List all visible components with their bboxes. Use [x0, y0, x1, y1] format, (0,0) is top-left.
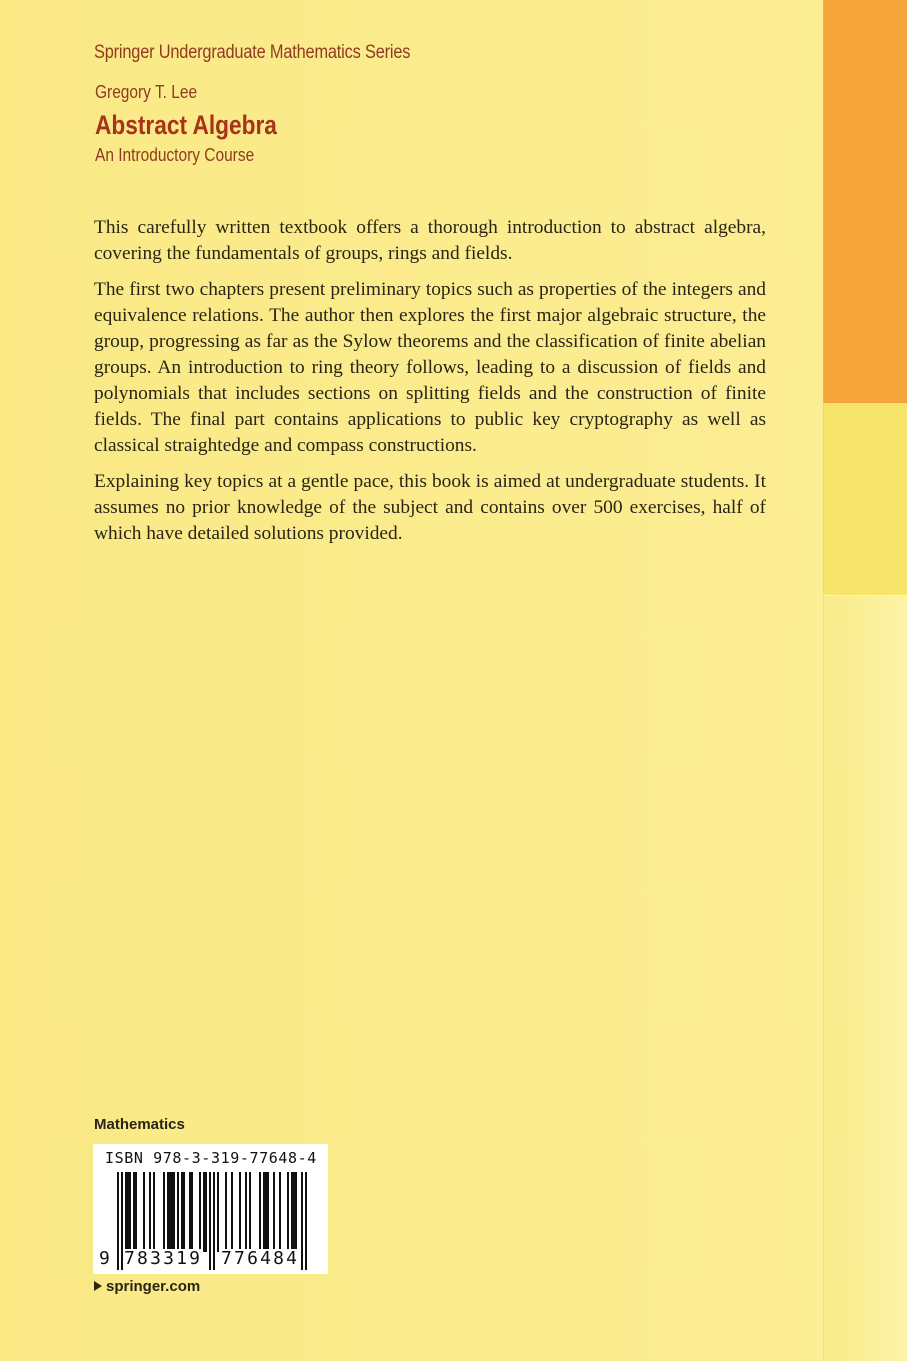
- barcode-digits-left: 783319: [124, 1248, 203, 1269]
- spine-stripe-yellow: [823, 403, 907, 595]
- barcode-bar: [301, 1172, 303, 1270]
- subject-category: Mathematics: [94, 1116, 185, 1133]
- barcode-bar: [209, 1172, 211, 1270]
- triangle-right-icon: [94, 1281, 102, 1291]
- barcode-bar: [245, 1172, 247, 1252]
- barcode-bar: [295, 1172, 297, 1252]
- barcode-bar: [125, 1172, 127, 1252]
- barcode-bar: [287, 1172, 289, 1252]
- barcode-bar: [249, 1172, 251, 1252]
- barcode-bar: [171, 1172, 173, 1252]
- isbn-label: ISBN 978-3-319-77648-4: [105, 1149, 317, 1167]
- barcode-bar: [153, 1172, 155, 1252]
- isbn-barcode: [93, 1144, 328, 1274]
- barcode-bar: [305, 1172, 307, 1270]
- barcode-bar: [129, 1172, 131, 1252]
- barcode-bar: [205, 1172, 207, 1252]
- series-title: Springer Undergraduate Mathematics Series: [94, 42, 411, 63]
- barcode-bar: [293, 1172, 295, 1252]
- barcode-bar: [225, 1172, 227, 1252]
- barcode-bar: [267, 1172, 269, 1252]
- description-blurb: [94, 215, 766, 557]
- publisher-website[interactable]: [94, 1278, 200, 1295]
- book-subtitle: An Introductory Course: [95, 145, 255, 165]
- barcode-bar: [265, 1172, 267, 1252]
- barcode-bar: [239, 1172, 241, 1252]
- barcode-bar: [135, 1172, 137, 1252]
- barcode-bar: [181, 1172, 183, 1252]
- blurb-paragraph-audience: Explaining key topics at a gentle pace, this book is aimed at undergraduate students. It assumes no prior knowledge of the subject and contains over 500 exercises, half of which have detailed solutions provided.: [94, 471, 766, 544]
- barcode-bar: [199, 1172, 201, 1252]
- barcode-digit-lead: 9: [99, 1248, 110, 1269]
- barcode-bar: [273, 1172, 275, 1252]
- barcode-bar: [279, 1172, 281, 1252]
- barcode-bar: [189, 1172, 191, 1252]
- barcode-bar: [213, 1172, 215, 1270]
- barcode-bar: [177, 1172, 179, 1252]
- barcode-bar: [263, 1172, 265, 1252]
- barcode-bar: [231, 1172, 233, 1252]
- barcode-bar: [117, 1172, 119, 1270]
- barcode-bar: [163, 1172, 165, 1252]
- barcode-bar: [217, 1172, 219, 1252]
- author-name: Gregory T. Lee: [95, 82, 198, 102]
- blurb-paragraph-intro: This carefully written textbook offers a thorough introduction to abstract algebra, covering the fundamentals of groups, rings and fields.: [94, 217, 766, 264]
- barcode-bar: [127, 1172, 129, 1252]
- barcode-bar: [143, 1172, 145, 1252]
- blurb-paragraph-contents: The first two chapters present preliminary topics such as properties of the integers and equivalence relations. The author then explores the first major algebraic structure, the group, progressing as far as the Sylow theorems and the classification of finite abelian groups. An introduction to ring theory follows, leading to a discussion of fields and polynomials that includes sections on splitting fields and the construction of finite fields. The final part contains applications to public key cryptography as well as classical straightedge and compass constructions.: [94, 279, 766, 456]
- barcode-bar: [149, 1172, 151, 1252]
- book-title: Abstract Algebra: [95, 110, 277, 140]
- barcode-bar: [203, 1172, 205, 1252]
- barcode-bar: [259, 1172, 261, 1252]
- barcode-bar: [133, 1172, 135, 1252]
- spine-stripe-orange: [823, 0, 907, 403]
- barcode-bar: [191, 1172, 193, 1252]
- barcode-digits-right: 776484: [221, 1248, 300, 1269]
- barcode-bar: [183, 1172, 185, 1252]
- spine-stripe-pale: [823, 595, 907, 1361]
- barcode-bar: [291, 1172, 293, 1252]
- barcode-bar: [167, 1172, 169, 1252]
- barcode-bar: [169, 1172, 171, 1252]
- website-label: springer.com: [106, 1278, 201, 1295]
- barcode-bar: [173, 1172, 175, 1252]
